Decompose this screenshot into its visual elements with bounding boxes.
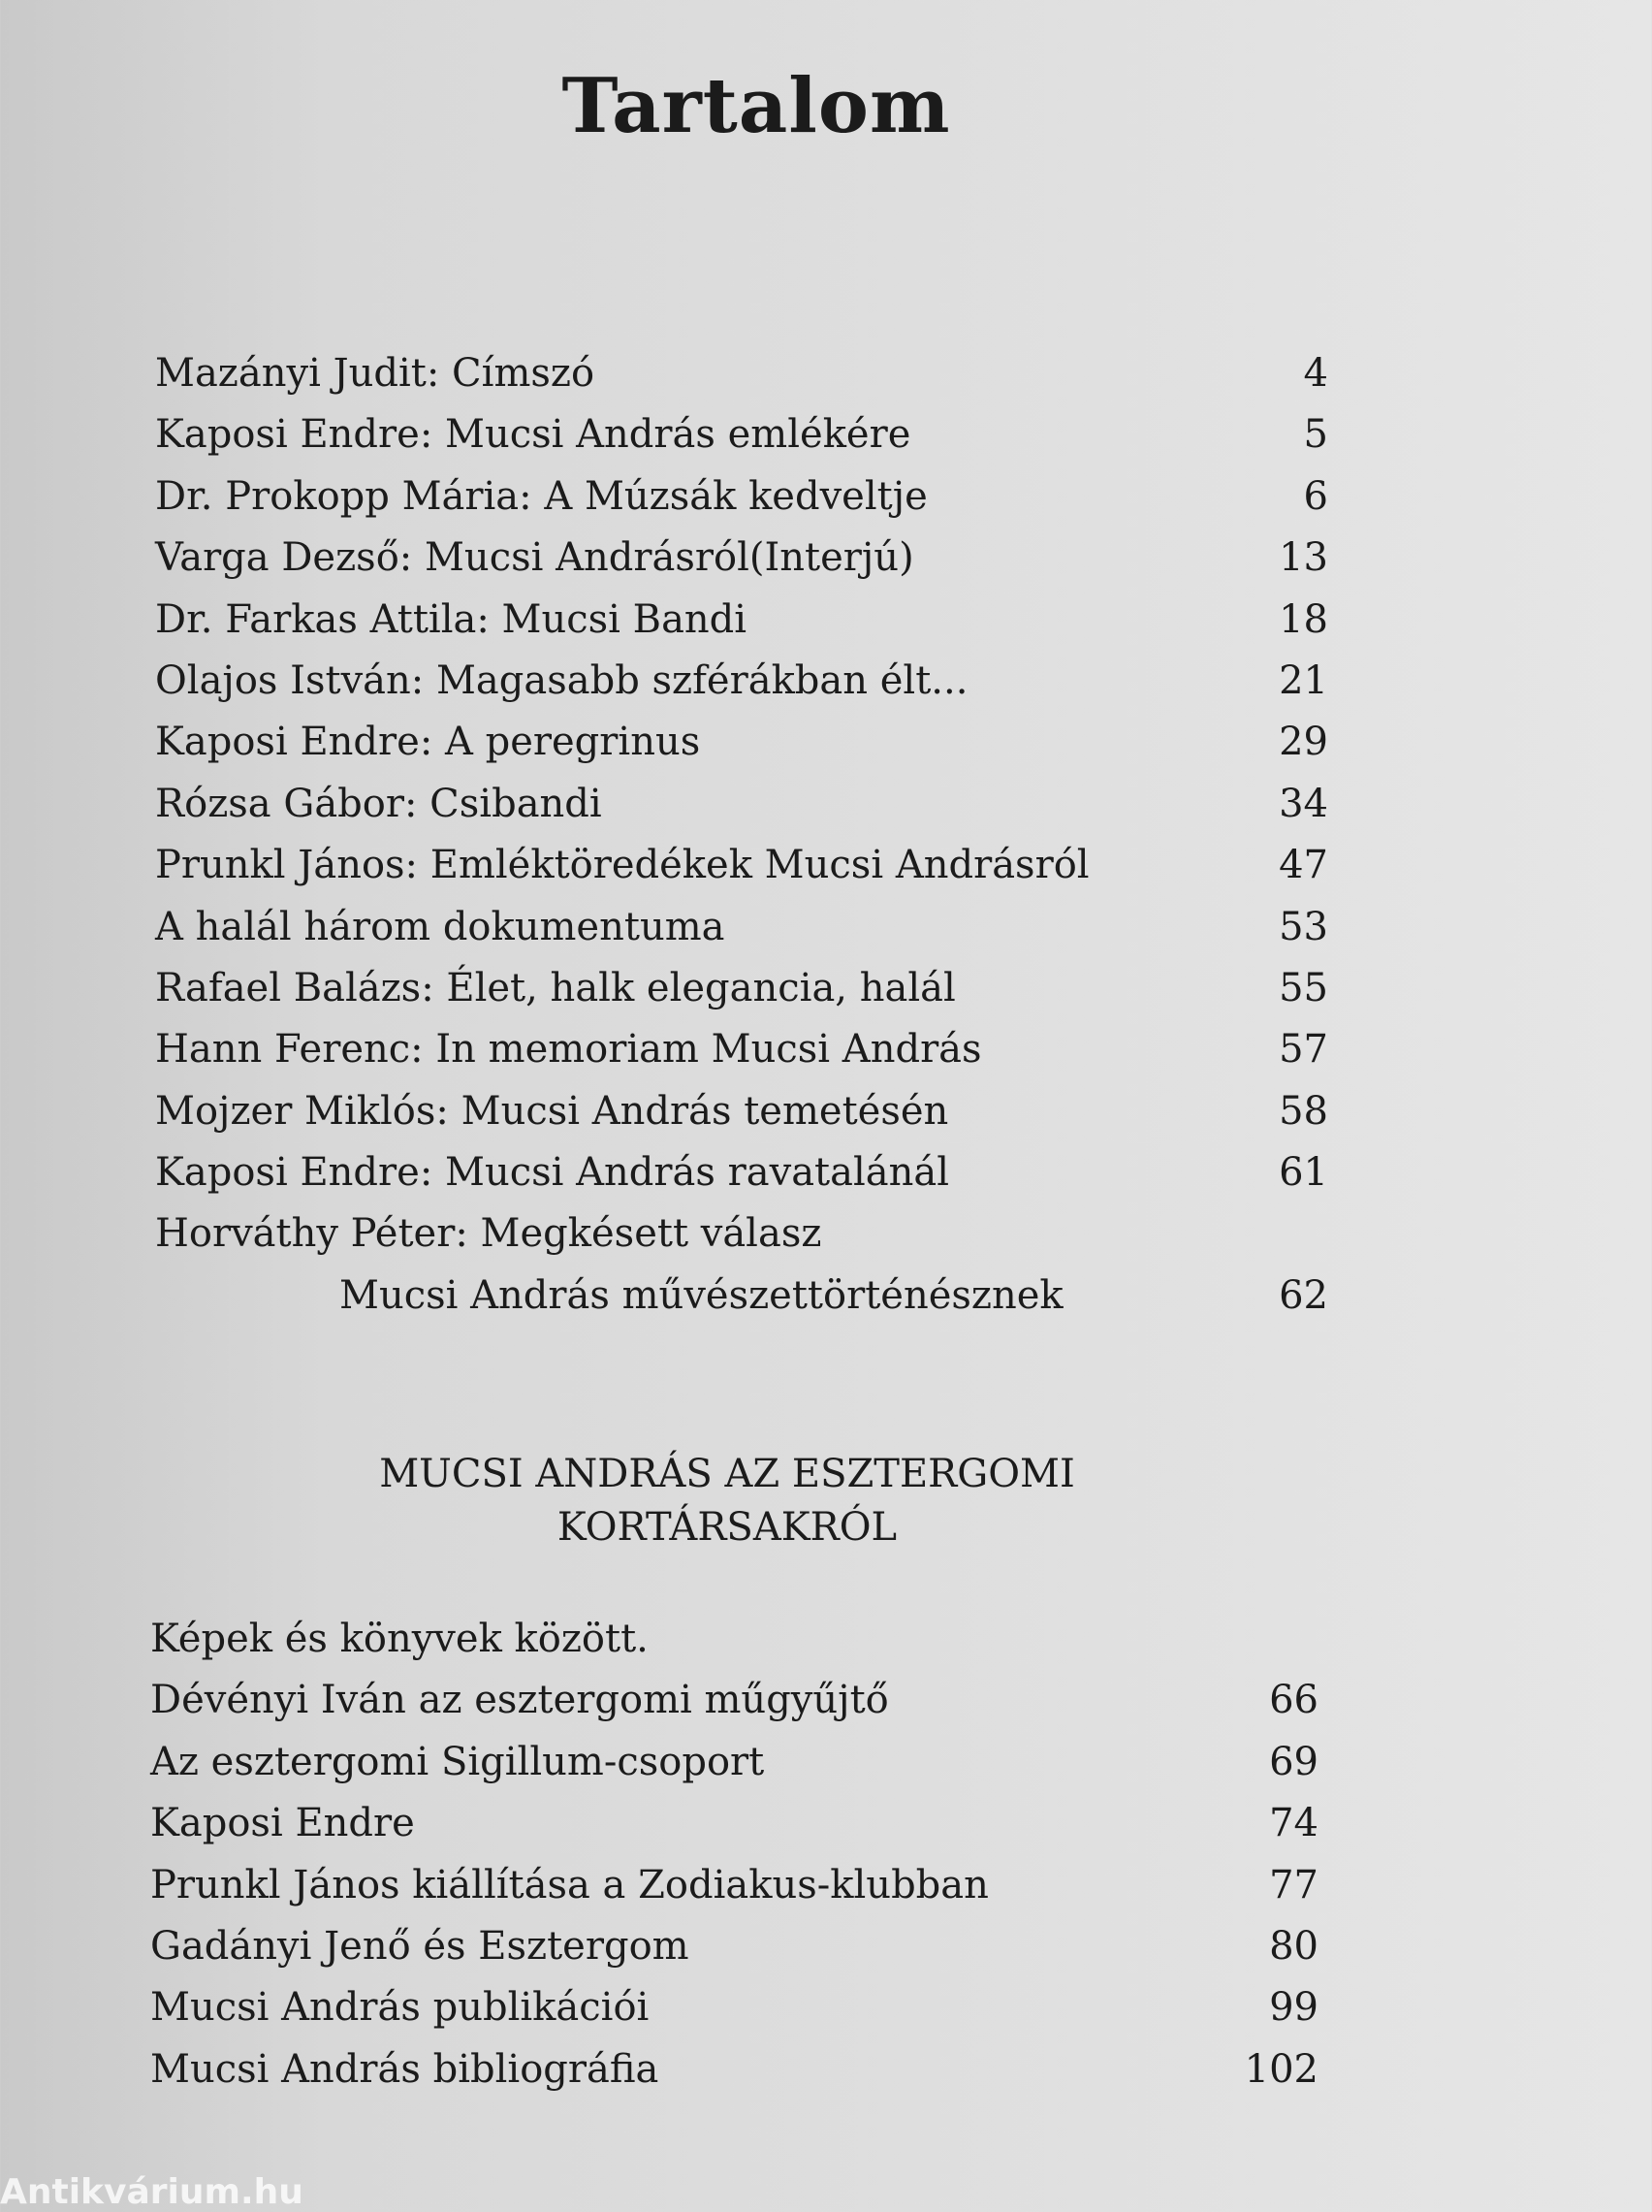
toc-entry <box>155 966 1328 1027</box>
toc-entry <box>150 1801 1318 1862</box>
watermark: Antikvárium.hu <box>0 2172 303 2212</box>
toc-entry <box>155 782 1328 843</box>
toc-entry-page: 62 <box>1279 1272 1328 1318</box>
toc-entry <box>150 1678 1318 1739</box>
toc-entry-title: Rózsa Gábor: Csibandi <box>155 781 602 826</box>
toc-entry-page: 61 <box>1279 1150 1328 1196</box>
toc-entry <box>155 474 1328 535</box>
toc-entry-page: 80 <box>1269 1923 1318 1969</box>
toc-entry <box>155 412 1328 473</box>
toc-entry <box>155 843 1328 904</box>
toc-entry-page: 4 <box>1303 351 1328 396</box>
toc-entry-title: Kaposi Endre: Mucsi András emlékére <box>155 412 911 458</box>
toc-entry-title: Olajos István: Magasabb szférákban élt... <box>155 657 969 703</box>
toc-entry-title: Dr. Prokopp Mária: A Múzsák kedveltje <box>155 473 928 519</box>
toc-entry-page: 74 <box>1269 1801 1318 1846</box>
toc-entry <box>150 1985 1318 2046</box>
toc-entry-title: Hann Ferenc: In memoriam Mucsi András <box>155 1027 982 1073</box>
toc-entry <box>150 1863 1318 1924</box>
table-of-contents <box>155 351 1328 1334</box>
toc-entry <box>155 351 1328 412</box>
toc-entry <box>155 720 1328 781</box>
toc-entry <box>150 1617 1318 1678</box>
toc-entry-title: Az esztergomi Sigillum-csoport <box>150 1739 765 1784</box>
toc-entry-title: Prunkl János: Emléktöredékek Mucsi Andrásról <box>155 843 1090 888</box>
toc-entry-title: Varga Dezső: Mucsi Andrásról(Interjú) <box>155 535 914 581</box>
toc-entry-title: Mazányi Judit: Címszó <box>155 351 595 396</box>
toc-entry <box>155 1027 1328 1088</box>
toc-entry-page: 55 <box>1279 965 1328 1010</box>
toc-entry-title: Kaposi Endre: Mucsi András ravatalánál <box>155 1150 950 1196</box>
toc-entry-title: Kaposi Endre <box>150 1801 415 1846</box>
toc-entry-title: Mucsi András publikációi <box>150 1985 650 2031</box>
section-heading <box>334 1448 1120 1555</box>
toc-entry-page: 6 <box>1303 473 1328 519</box>
section-heading-line: MUCSI ANDRÁS AZ ESZTERGOMI <box>379 1452 1075 1496</box>
toc-entry-page: 5 <box>1303 412 1328 458</box>
toc-entry <box>155 1211 1328 1272</box>
page-title: Tartalom <box>561 62 951 151</box>
toc-entry-page: 102 <box>1244 2046 1318 2092</box>
toc-entry <box>150 1924 1318 1985</box>
toc-entry-page: 34 <box>1279 781 1328 826</box>
toc-entry <box>150 2047 1318 2108</box>
toc-entry-title: Rafael Balázs: Élet, halk elegancia, halál <box>155 965 956 1010</box>
toc-entry-page: 21 <box>1279 657 1328 703</box>
toc-entry-title: Mucsi András bibliográfia <box>150 2046 659 2092</box>
toc-entry-title: Gadányi Jenő és Esztergom <box>150 1923 689 1969</box>
toc-entry-title: Dévényi Iván az esztergomi műgyűjtő <box>150 1678 889 1723</box>
toc-entry <box>155 905 1328 966</box>
toc-entry-title: Dr. Farkas Attila: Mucsi Bandi <box>155 596 747 642</box>
toc-entry-page: 47 <box>1279 843 1328 888</box>
toc-entry-page: 66 <box>1269 1678 1318 1723</box>
toc-entry-title: Horváthy Péter: Megkésett válasz <box>155 1211 822 1257</box>
toc-entry-continuation <box>155 1273 1328 1334</box>
toc-entry-title: Képek és könyvek között. <box>150 1617 649 1661</box>
toc-entry-page: 57 <box>1279 1027 1328 1073</box>
toc-entry-page: 18 <box>1279 596 1328 642</box>
toc-entry-page: 58 <box>1279 1088 1328 1134</box>
toc-entry-page: 29 <box>1279 720 1328 765</box>
toc-entry-title: Mojzer Miklós: Mucsi András temetésén <box>155 1088 949 1134</box>
toc-entry-page: 77 <box>1269 1862 1318 1907</box>
toc-entry-title: Kaposi Endre: A peregrinus <box>155 720 701 765</box>
toc-entry-page: 69 <box>1269 1739 1318 1784</box>
toc-entry <box>155 1089 1328 1150</box>
toc-entry <box>150 1740 1318 1801</box>
toc-entry-page: 99 <box>1269 1985 1318 2031</box>
toc-entry-title: Mucsi András művészettörténésznek <box>339 1272 1064 1318</box>
toc-entry-page: 13 <box>1279 535 1328 581</box>
toc-entry <box>155 597 1328 658</box>
toc-entry-page: 53 <box>1279 904 1328 949</box>
toc-entry-title: Prunkl János kiállítása a Zodiakus-klubban <box>150 1862 989 1907</box>
toc-entry-title: A halál három dokumentuma <box>155 904 725 949</box>
toc-entry <box>155 535 1328 596</box>
section-heading-line: KORTÁRSAKRÓL <box>556 1505 898 1550</box>
table-of-contents-section-2 <box>150 1617 1318 2108</box>
toc-entry <box>155 658 1328 720</box>
toc-entry <box>155 1150 1328 1211</box>
